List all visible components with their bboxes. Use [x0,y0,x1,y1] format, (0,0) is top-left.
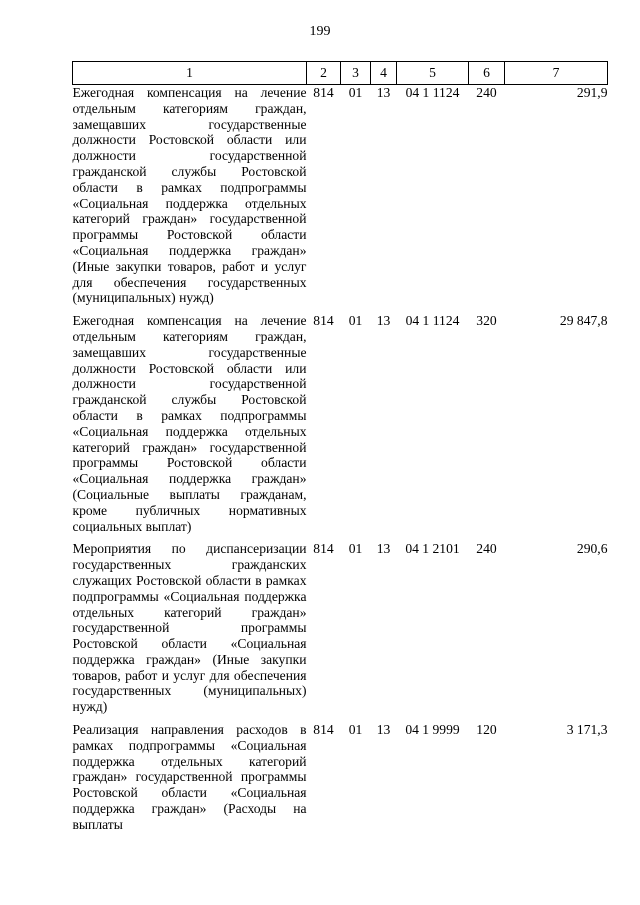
ministry-code: 814 [313,313,334,329]
target-article-code: 04 1 9999 [405,722,460,738]
budget-table [72,61,608,840]
target-article-code: 04 1 1124 [405,313,460,329]
section-code: 01 [348,313,363,329]
section-code: 01 [348,85,363,100]
subsection-code: 13 [376,313,391,329]
column-header-3: 3 [341,62,371,85]
subsection-code: 13 [376,722,391,738]
section-code: 01 [348,722,363,738]
row-description: Ежегодная компенсация на лечение отдельным категориям граждан, замещавших государственные должности Ростовской области или должности государственной гражданской службы Ростовской области в рамках подпрограммы «Социальная поддержка отдельных категорий граждан» государственной программы Ростовской области «Социальная поддержка граждан» (Иные закупки товаров, работ и услуг для обеспечения государственных (муниципальных) нужд) [72,85,307,306]
column-header-7: 7 [505,62,608,85]
header-row [73,62,608,85]
expense-type-code: 240 [476,541,497,557]
column-header-5: 5 [397,62,469,85]
page-number: 199 [309,24,331,39]
column-header-4: 4 [371,62,397,85]
expense-type-code: 320 [476,313,497,329]
ministry-code: 814 [313,541,334,557]
column-header-2: 2 [307,62,341,85]
column-header-1: 1 [73,62,307,85]
expense-type-code: 120 [476,722,497,738]
table-row [73,313,608,541]
row-description: Мероприятия по диспансеризации государственных гражданских служащих Ростовской области в рамках подпрограммы «Социальная поддержка отдельных категорий граждан» государственной программы Ростовской области «Социальная поддержка граждан» (Иные закупки товаров, работ и услуг для обеспечения государственных (муниципальных) нужд) [72,541,307,715]
section-code: 01 [348,541,363,557]
ministry-code: 814 [313,722,334,738]
subsection-code: 13 [376,541,391,557]
amount-value: 3 171,3 [566,722,608,738]
table-row [73,722,608,840]
subsection-code: 13 [376,85,391,100]
amount-value: 291,9 [576,85,608,100]
row-description: Реализация направления расходов в рамках подпрограммы «Социальная поддержка отдельных категорий граждан» государственной программы Ростовской области «Социальная поддержка граждан» (Расходы на выплаты [72,722,307,832]
ministry-code: 814 [313,85,334,100]
target-article-code: 04 1 2101 [405,541,460,557]
amount-value: 290,6 [576,541,608,557]
table-row [73,541,608,722]
expense-type-code: 240 [476,85,497,100]
table-row [73,85,608,314]
target-article-code: 04 1 1124 [405,85,460,100]
column-header-6: 6 [469,62,505,85]
row-description: Ежегодная компенсация на лечение отдельным категориям граждан, замещавших государственные должности Ростовской области или должности государственной гражданской службы Ростовской области в рамках подпрограммы «Социальная поддержка отдельных категорий граждан» государственной программы Ростовской области «Социальная поддержка граждан» (Социальные выплаты гражданам, кроме публичных нормативных социальных выплат) [72,313,307,534]
amount-value: 29 847,8 [559,313,608,329]
